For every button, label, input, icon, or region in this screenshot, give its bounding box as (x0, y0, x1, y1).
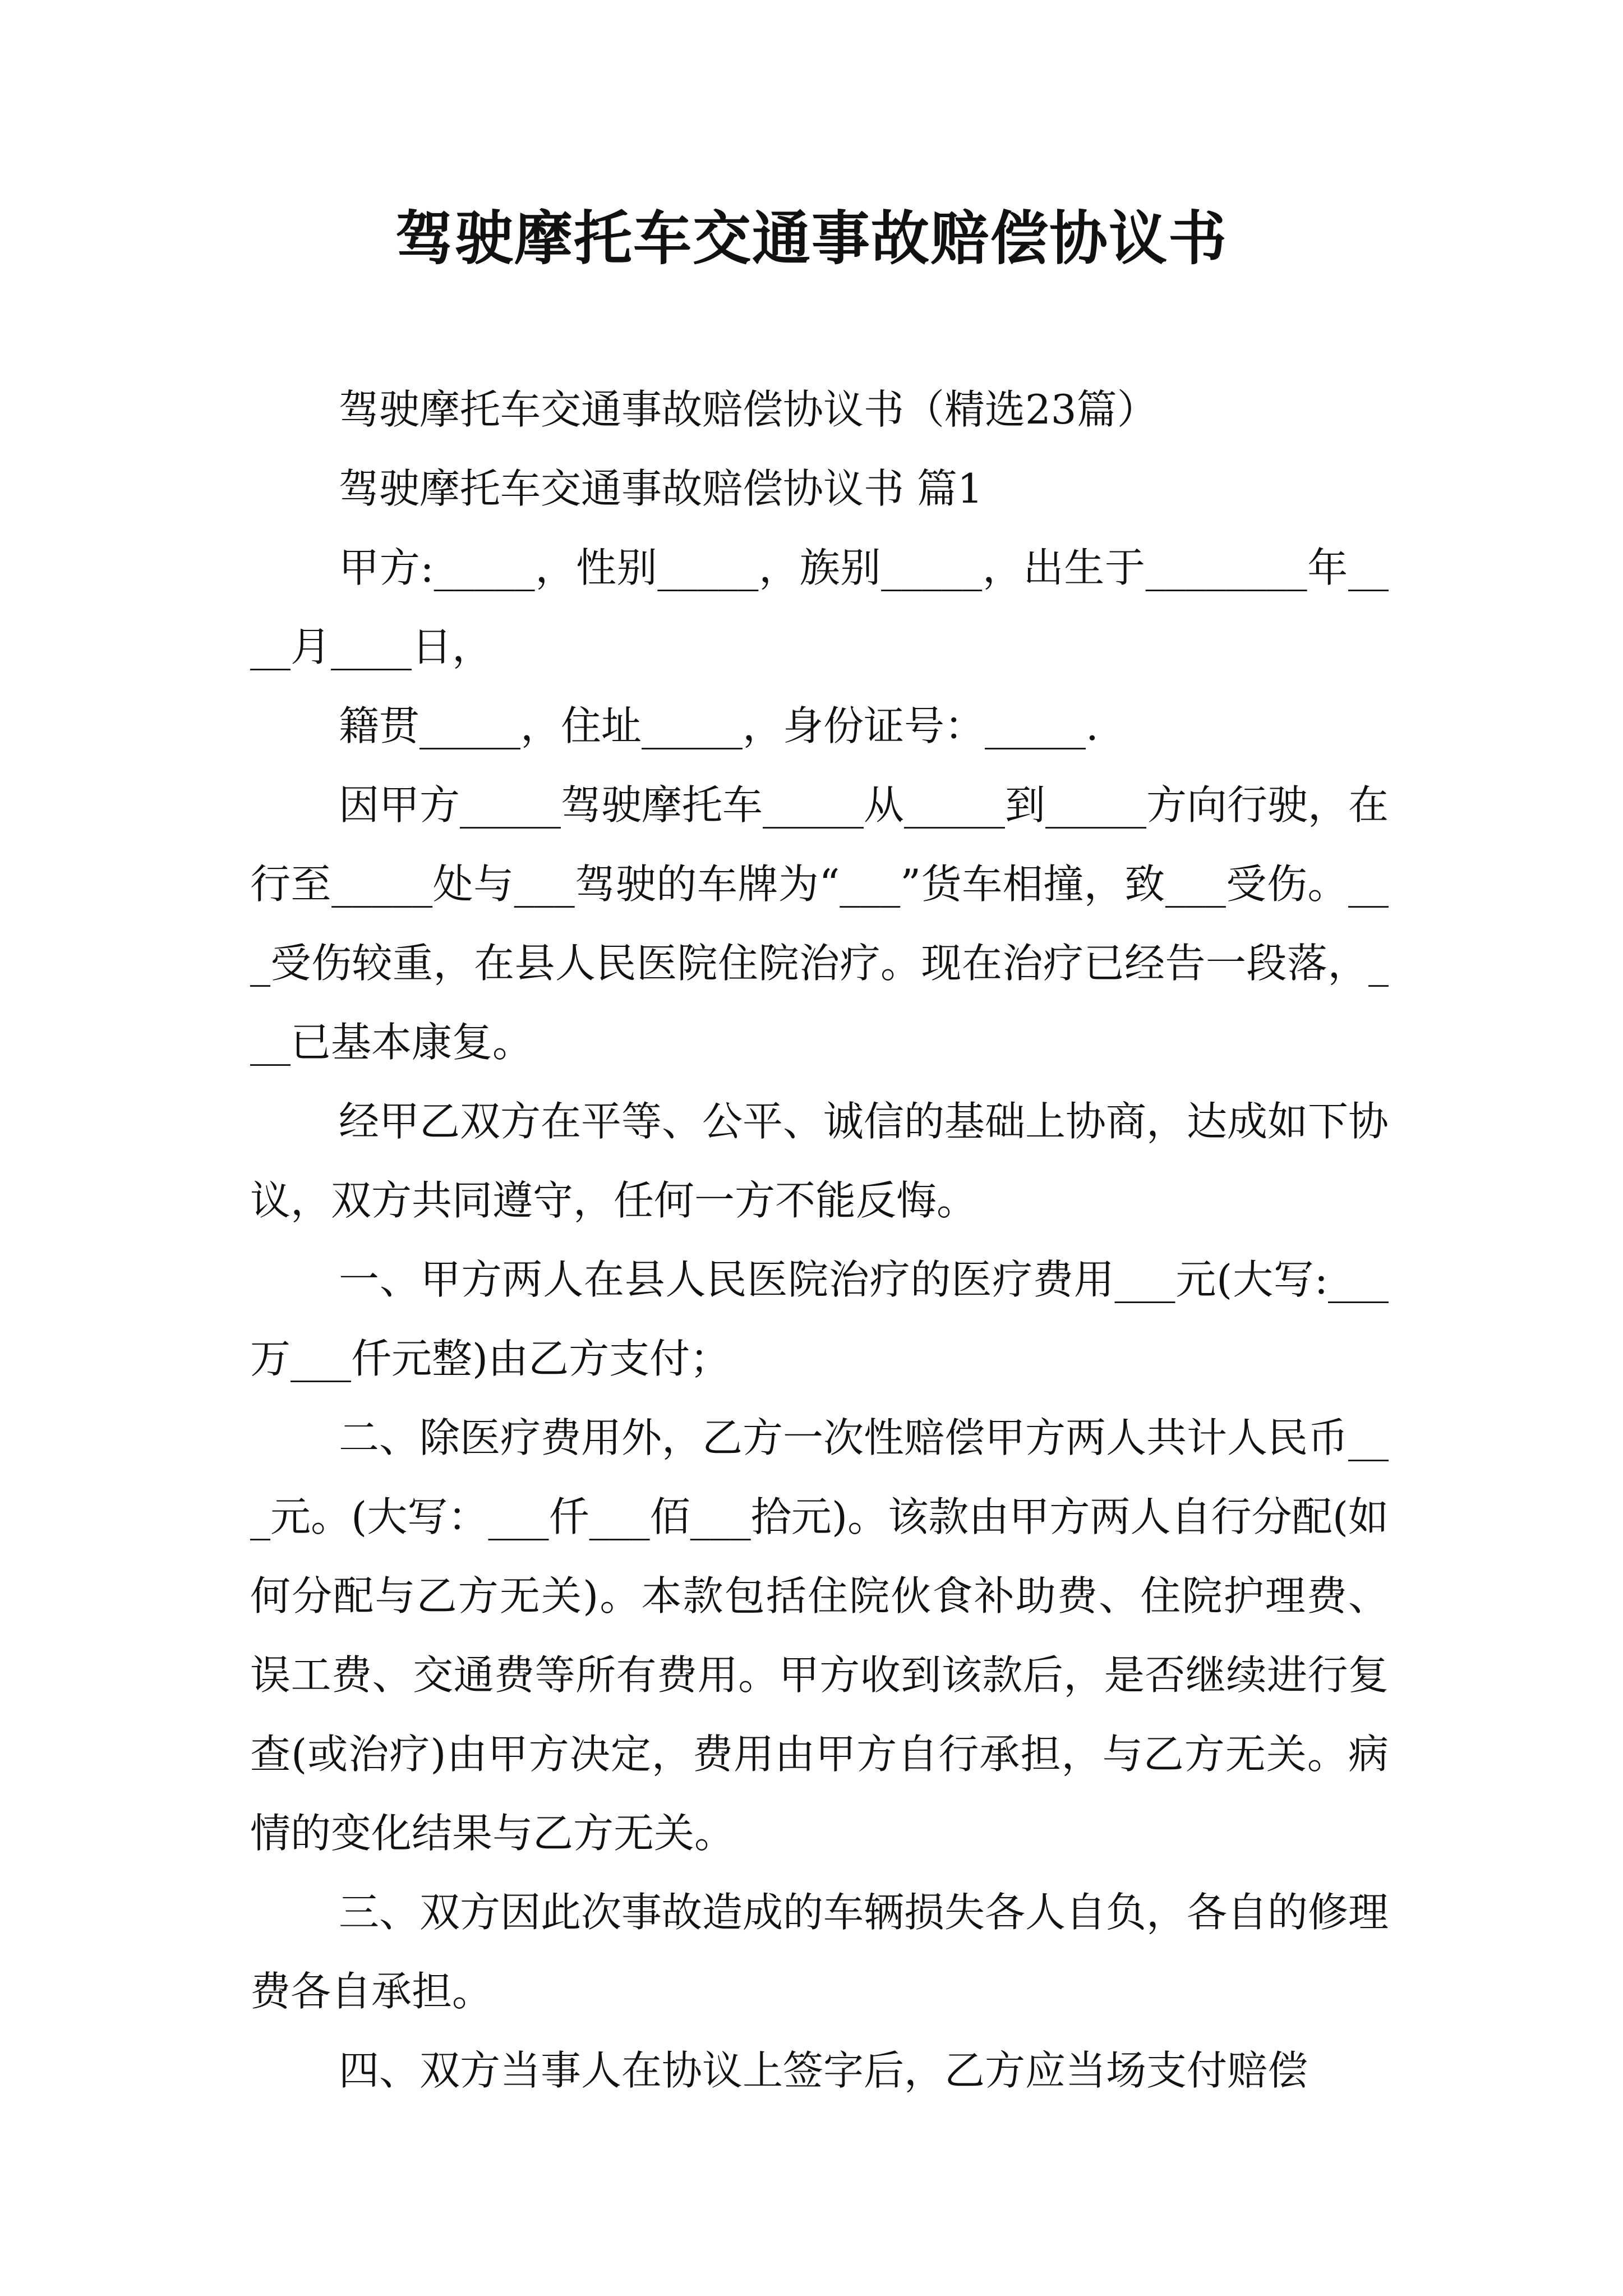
party-a-address-paragraph: 籍贯_____，住址_____，身份证号：_____. (339, 702, 1099, 749)
clause-4-paragraph: 四、双方当事人在协议上签字后，乙方应当场支付赔偿 (339, 2047, 1308, 2094)
document-title: 驾驶摩托车交通事故赔偿协议书 (395, 204, 1228, 273)
section-heading: 驾驶摩托车交通事故赔偿协议书 篇1 (339, 465, 983, 512)
agreement-intro-paragraph: 经甲乙双方在平等、公平、诚信的基础上协商，达成如下协议，双方共同遵守，任何一方不能反悔。 (250, 1098, 1389, 1224)
accident-description-paragraph: 因甲方_____驾驶摩托车_____从_____到_____方向行驶，在行至_____处与___驾驶的车牌为“___”货车相撞，致___受伤。___受伤较重，在县人民医院住院治疗。现在治疗已经告一段落，___已基本康复。 (250, 781, 1389, 1066)
clause-1-paragraph: 一、甲方两人在县人民医院治疗的医疗费用___元(大写:___万___仟元整)由乙方支付； (250, 1256, 1389, 1382)
document-body (250, 370, 1389, 2110)
party-a-info-paragraph: 甲方:_____，性别_____，族别_____，出生于________年____月____日， (250, 544, 1389, 670)
subtitle-paragraph: 驾驶摩托车交通事故赔偿协议书（精选23篇） (339, 386, 1158, 433)
clause-2-paragraph: 二、除医疗费用外，乙方一次性赔偿甲方两人共计人民币___元。(大写：___仟___佰___拾元)。该款由甲方两人自行分配(如何分配与乙方无关)。本款包括住院伙食补助费、住院护理费、误工费、交通费等所有费用。甲方收到该款后，是否继续进行复查(或治疗)由甲方决定，费用由甲方自行承担，与乙方无关。病情的变化结果与乙方无关。 (250, 1414, 1389, 1857)
clause-3-paragraph: 三、双方因此次事故造成的车辆损失各人自负，各自的修理费各自承担。 (250, 1889, 1389, 2015)
